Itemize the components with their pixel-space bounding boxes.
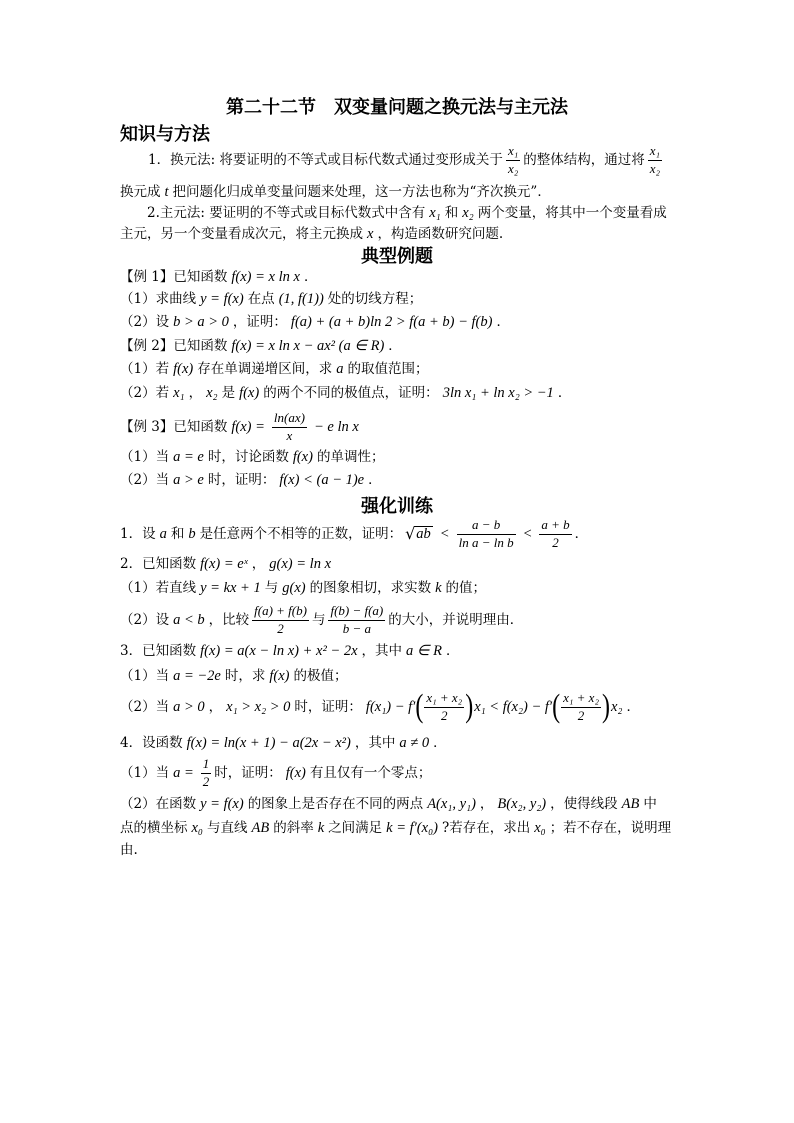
formula: x₀	[534, 820, 546, 836]
practice-2-question-2	[120, 602, 524, 636]
text: 点的横坐标	[120, 820, 188, 836]
fraction-denominator: 2	[577, 707, 585, 723]
formula: B(x₂, y₂)	[497, 796, 547, 812]
section-heading-text: 典型例题	[361, 246, 433, 267]
text: ．	[433, 735, 447, 751]
square-root	[405, 526, 433, 543]
text: 时，讨论函数	[207, 449, 289, 465]
text: ，比较	[208, 612, 250, 628]
formula: 3ln x₁ + ln x₂ > −1	[442, 385, 554, 401]
fraction	[457, 518, 516, 551]
fraction	[506, 144, 520, 177]
formula: f(a) + (a + b)ln 2 > f(a + b) − f(b)	[290, 314, 493, 330]
formula: y = f(x)	[200, 291, 244, 307]
formula: x₁	[429, 205, 441, 221]
text: ，	[479, 796, 494, 812]
fraction	[648, 144, 662, 177]
formula: x₁	[173, 385, 185, 401]
formula: k	[435, 580, 442, 596]
formula: t	[164, 184, 169, 200]
formula: f(x) < (a − 1)e	[279, 472, 365, 488]
right-parenthesis: )	[601, 689, 610, 725]
practice-1-statement	[120, 516, 589, 550]
fraction	[424, 691, 464, 724]
formula: f(x) = a(x − ln x) + x² − 2x	[200, 643, 358, 659]
fraction-numerator: x₁	[506, 144, 520, 161]
formula: y = f(x)	[200, 796, 244, 812]
formula: a	[159, 526, 167, 542]
fraction	[539, 518, 571, 551]
text: 中	[643, 796, 657, 812]
formula: f(x)	[239, 385, 260, 401]
fraction-denominator: x	[286, 427, 293, 443]
text: ．	[303, 269, 318, 285]
section-heading-text: 知识与方法	[120, 124, 210, 145]
fraction	[201, 757, 212, 790]
fraction-numerator: x₁ + x₂	[424, 691, 464, 708]
formula: x₂	[462, 205, 474, 221]
section-heading-knowledge	[120, 121, 210, 145]
text: （2）当	[120, 699, 170, 715]
formula: x₂	[206, 385, 218, 401]
text: ，	[188, 385, 203, 401]
text: 的单调性；	[316, 449, 385, 465]
example-2-question-2	[120, 383, 571, 403]
text: ．	[388, 338, 402, 354]
text: ．	[368, 472, 382, 488]
formula: a = −2e	[173, 668, 221, 684]
fraction-numerator: ln(ax)	[272, 411, 307, 428]
fraction-numerator: f(b) − f(a)	[328, 604, 385, 621]
knowledge-paragraph-2-line-1	[147, 203, 667, 223]
practice-4-statement	[120, 733, 447, 753]
text: 处的切线方程；	[327, 291, 423, 307]
text: 是	[221, 385, 236, 401]
text: 时，证明：	[207, 472, 276, 488]
text: 与	[311, 612, 326, 628]
text: 【例 1】已知函数	[120, 269, 228, 285]
example-3-statement	[120, 409, 363, 443]
fraction-numerator: a − b	[457, 518, 516, 535]
text: 由.	[120, 842, 138, 858]
text: （1）当	[120, 765, 170, 781]
text: （1）当	[120, 668, 170, 684]
text: 时，求	[224, 668, 266, 684]
page-title	[0, 94, 794, 118]
fraction-denominator: x₂	[649, 160, 661, 176]
formula: a = e	[173, 449, 204, 465]
fraction	[328, 604, 385, 637]
example-1-statement	[120, 267, 317, 287]
fraction-denominator: 2	[552, 534, 559, 550]
formula: g(x)	[282, 580, 306, 596]
text: ．	[574, 526, 589, 542]
formula: f(x)	[292, 449, 313, 465]
text: 的极值；	[293, 668, 348, 684]
text: ，其中	[354, 735, 396, 751]
example-1-question-2	[120, 312, 510, 332]
section-heading-text: 强化训练	[361, 496, 433, 517]
formula: a < b	[173, 612, 205, 628]
text: 的大小，并说明理由．	[388, 612, 524, 628]
fraction-denominator: 2	[202, 773, 210, 789]
formula: f(x₁) − f′	[365, 699, 416, 715]
formula: f(x)	[285, 765, 306, 781]
formula: f(x)	[173, 361, 194, 377]
formula: f(x) = x ln x − ax² (a ∈ R)	[231, 338, 385, 354]
text: 与	[264, 580, 279, 596]
formula: a > e	[173, 472, 204, 488]
text: 在点	[247, 291, 275, 307]
example-1-question-1	[120, 289, 422, 309]
formula: k	[317, 820, 325, 836]
practice-3-statement	[120, 641, 460, 661]
text: 是任意两个不相等的正数，证明：	[199, 526, 403, 542]
formula: y = kx + 1	[200, 580, 261, 596]
formula: x₁ < f(x₂) − f′	[474, 699, 553, 715]
text: 4．设函数	[120, 735, 183, 751]
left-parenthesis: (	[415, 689, 424, 725]
fraction	[272, 411, 307, 444]
text: （2）设	[120, 314, 170, 330]
text: 的图象相切，求实数	[309, 580, 432, 596]
practice-4-question-2-line-3	[120, 840, 138, 860]
fraction-denominator: 2	[441, 707, 448, 723]
text: ．	[496, 314, 510, 330]
text: ，	[208, 699, 223, 715]
text: ?若存在，求出	[441, 820, 531, 836]
formula: AB	[251, 820, 270, 836]
formula: AB	[621, 796, 640, 812]
text: 时，证明：	[294, 699, 362, 715]
practice-2-question-1	[120, 578, 486, 598]
practice-3-question-2	[120, 689, 640, 725]
formula: a =	[173, 765, 194, 781]
text: 的取值范围；	[347, 361, 429, 377]
text: （2）设	[120, 612, 170, 628]
knowledge-paragraph-1-line-2	[120, 182, 551, 202]
formula: x	[367, 226, 374, 242]
formula: f(x) =	[231, 419, 265, 435]
text: ；若不存在，说明理	[549, 820, 672, 836]
section-heading-examples	[0, 243, 794, 267]
text: 3．已知函数	[120, 643, 197, 659]
formula: b > a > 0	[173, 314, 229, 330]
text: 1．换元法: 将要证明的不等式或目标代数式通过变形成关于	[148, 152, 503, 168]
knowledge-paragraph-2-line-2	[120, 224, 503, 244]
text: 换元成	[120, 184, 161, 200]
text: （1）若直线	[120, 580, 197, 596]
fraction-numerator: x₁	[648, 144, 662, 161]
fraction-numerator: f(a) + f(b)	[252, 604, 309, 621]
text: 的两个不同的极值点，证明：	[263, 385, 439, 401]
formula: x₀	[191, 820, 203, 836]
text: （2）当	[120, 472, 170, 488]
formula: f(x)	[269, 668, 290, 684]
practice-2-statement	[120, 554, 335, 574]
text: （1）求曲线	[120, 291, 197, 307]
formula: a ∈ R	[406, 643, 443, 659]
text: （1）若	[120, 361, 170, 377]
text: 的斜率	[273, 820, 314, 836]
radicand: ab	[416, 525, 431, 542]
text: 两个变量，将其中一个变量看成	[477, 205, 667, 221]
text: ．	[446, 643, 460, 659]
section-heading-practice	[0, 493, 794, 517]
text: ，使得线段	[550, 796, 618, 812]
formula: a	[336, 361, 344, 377]
practice-4-question-1	[120, 755, 432, 789]
example-2-statement	[120, 336, 402, 356]
text: 1．设	[120, 526, 156, 542]
formula: f(x) = ln(x + 1) − a(2x − x²)	[186, 735, 351, 751]
formula: f(x) = x ln x	[231, 269, 300, 285]
formula: a > 0	[173, 699, 205, 715]
text: 2．已知函数	[120, 556, 197, 572]
fraction-numerator: x₁ + x₂	[561, 691, 601, 708]
text: 的图象上是否存在不同的两点	[247, 796, 424, 812]
practice-4-question-2-line-2	[120, 818, 671, 838]
formula: b	[188, 526, 196, 542]
knowledge-paragraph-1-line-1	[148, 142, 665, 176]
radical-sign: √	[405, 524, 416, 544]
text: 与直线	[206, 820, 248, 836]
text: （2）若	[120, 385, 170, 401]
formula: x₁ > x₂ > 0	[226, 699, 291, 715]
formula: − e ln x	[313, 419, 359, 435]
text: ，构造函数研究问题.	[377, 226, 504, 242]
text: ．	[557, 385, 572, 401]
example-3-question-1	[120, 447, 384, 467]
formula: (1, f(1))	[278, 291, 324, 307]
formula: A(x₁, y₁)	[427, 796, 476, 812]
fraction-numerator: 1	[201, 757, 212, 774]
text: 主元，另一个变量看成次元，将主元换成	[120, 226, 363, 242]
fraction-denominator: ln a − ln b	[458, 534, 514, 550]
formula: f(x) = eˣ	[200, 556, 248, 572]
text: 时，证明：	[214, 765, 282, 781]
text: 2.主元法: 要证明的不等式或目标代数式中含有	[147, 205, 426, 221]
text: ，	[251, 556, 266, 572]
text: 【例 2】已知函数	[120, 338, 228, 354]
fraction-numerator: a + b	[539, 518, 571, 535]
formula: <	[439, 526, 450, 542]
formula: <	[522, 526, 533, 542]
text: （1）当	[120, 449, 170, 465]
fraction-denominator: x₂	[507, 160, 519, 176]
text: 有且仅有一个零点；	[309, 765, 432, 781]
fraction-denominator: 2	[277, 620, 284, 636]
text: 【例 3】已知函数	[120, 419, 228, 435]
text: ．	[626, 699, 640, 715]
text: ，其中	[361, 643, 403, 659]
practice-4-question-2-line-1	[120, 794, 657, 814]
text: （2）在函数	[120, 796, 197, 812]
left-parenthesis: (	[552, 689, 561, 725]
right-parenthesis: )	[465, 689, 474, 725]
text: ，证明：	[232, 314, 287, 330]
text: 的整体结构，通过将	[523, 152, 645, 168]
text: 和	[170, 526, 185, 542]
page-title-text: 第二十二节 双变量问题之换元法与主元法	[226, 97, 568, 118]
text: 和	[444, 205, 459, 221]
practice-3-question-1	[120, 666, 347, 686]
text: 把问题化归成单变量问题来处理，这一方法也称为“齐次换元”．	[172, 184, 551, 200]
fraction	[561, 691, 601, 724]
fraction-denominator: b − a	[342, 620, 371, 636]
example-3-question-2	[120, 470, 382, 490]
formula: a ≠ 0	[399, 735, 430, 751]
text: 存在单调递增区间，求	[197, 361, 333, 377]
fraction	[252, 604, 309, 637]
text: 之间满足	[328, 820, 383, 836]
text: 的值；	[445, 580, 487, 596]
formula: x₂	[610, 699, 623, 715]
example-2-question-1	[120, 359, 428, 379]
formula: k = f′(x₀)	[386, 820, 438, 836]
formula: g(x) = ln x	[269, 556, 331, 572]
